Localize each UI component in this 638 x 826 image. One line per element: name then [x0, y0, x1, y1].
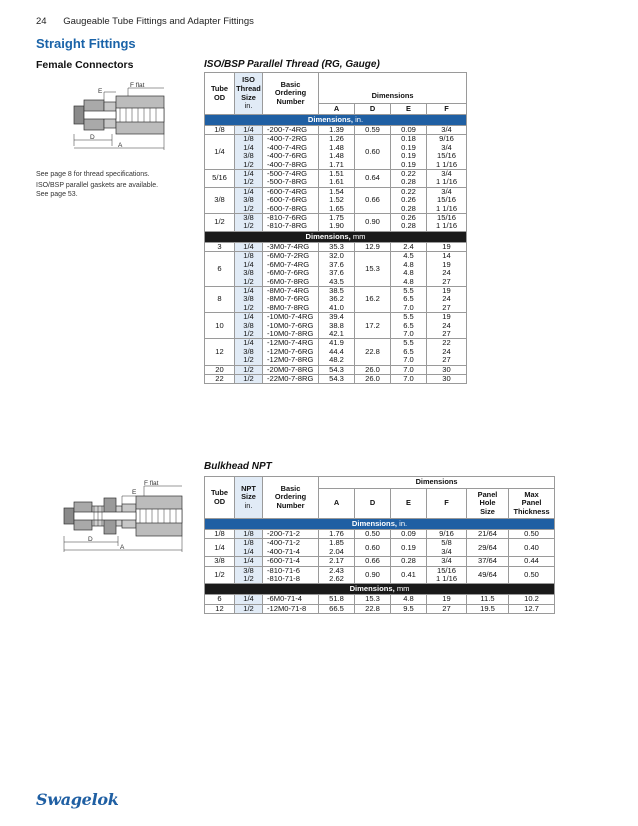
- f-flat-label-2: F flat: [144, 480, 159, 487]
- table-row: [205, 135, 467, 170]
- table1-title: ISO/BSP Parallel Thread (RG, Gauge): [204, 59, 380, 70]
- dim-d-cell: 0.66: [355, 187, 391, 213]
- thread-size-cell: 1/4 1/2: [235, 170, 263, 188]
- table-row: [205, 566, 555, 584]
- thread-size-cell: 1/2: [235, 374, 263, 383]
- swagelok-logo: Swagelok: [36, 790, 119, 809]
- dim-f-cell: 30: [427, 365, 467, 374]
- thread-size-cell: 1/8 1/4 3/8 1/2: [235, 252, 263, 287]
- section-title: Straight Fittings: [36, 36, 136, 51]
- header-title: Gaugeable Tube Fittings and Adapter Fittings: [63, 16, 254, 27]
- ordering-number-cell: -20M0-7-8RG: [263, 365, 319, 374]
- th2-ordering-number: Basic Ordering Number: [263, 477, 319, 519]
- band2-dimensions-in-label: Dimensions, in.: [205, 519, 555, 530]
- tube-od-cell: 12: [205, 604, 235, 613]
- npt-size-cell: 1/8: [235, 530, 263, 539]
- table-row: [205, 604, 555, 613]
- th-a: A: [319, 104, 355, 115]
- thread-size-cell: 1/4: [235, 126, 263, 135]
- ordering-number-cell: -22M0-7-8RG: [263, 374, 319, 383]
- dim-d-cell: 0.90: [355, 566, 391, 584]
- dim-e-cell: 0.28: [391, 557, 427, 566]
- iso-bsp-table: [204, 72, 467, 384]
- ordering-number-cell: -600-71-4: [263, 557, 319, 566]
- th2-a: A: [319, 489, 355, 519]
- tube-od-cell: 1/4: [205, 135, 235, 170]
- th-thread-size: ISO Thread Size in.: [235, 73, 263, 115]
- dim-a-cell: 32.0 37.6 37.6 43.5: [319, 252, 355, 287]
- ordering-number-cell: -6M0-71-4: [263, 595, 319, 604]
- dim-a-cell: 54.3: [319, 365, 355, 374]
- dim-d-cell: 17.2: [355, 313, 391, 339]
- tube-od-cell: 3: [205, 242, 235, 251]
- table-row: [205, 557, 555, 566]
- table-row: [205, 339, 467, 365]
- tube-od-cell: 6: [205, 595, 235, 604]
- ordering-number-cell: -500-7-4RG -500-7-8RG: [263, 170, 319, 188]
- dim-f-cell: 9/16 3/4 15/16 1 1/16: [427, 135, 467, 170]
- note-page-ref: See page 53.: [36, 191, 78, 198]
- table-row: [205, 530, 555, 539]
- dim-a-cell: 1.39: [319, 126, 355, 135]
- dim-d-cell: 22.8: [355, 604, 391, 613]
- dim-a-cell: 66.5: [319, 604, 355, 613]
- dim-e-cell: 5.5 6.5 7.0: [391, 313, 427, 339]
- dim-e-cell: 0.22 0.28: [391, 170, 427, 188]
- npt-size-cell: 3/8 1/2: [235, 566, 263, 584]
- dim-a-cell: 51.8: [319, 595, 355, 604]
- female-connector-diagram: [68, 80, 186, 152]
- dim-a-cell: 1.54 1.52 1.65: [319, 187, 355, 213]
- dim-d-cell: 0.60: [355, 135, 391, 170]
- panel-hole-cell: 37/64: [467, 557, 509, 566]
- dim-d-cell: 0.64: [355, 170, 391, 188]
- ordering-number-cell: -400-7-2RG -400-7-4RG -400-7-6RG -400-7-8RG: [263, 135, 319, 170]
- band2-dimensions-mm-label: Dimensions, mm: [205, 584, 555, 595]
- ordering-number-cell: -12M0-7-4RG -12M0-7-6RG -12M0-7-8RG: [263, 339, 319, 365]
- page-header: [36, 16, 254, 27]
- tube-od-cell: 3/8: [205, 557, 235, 566]
- dim-f-cell: 30: [427, 374, 467, 383]
- tube-od-cell: 5/16: [205, 170, 235, 188]
- dim-f-cell: 27: [427, 604, 467, 613]
- thread-size-cell: 1/4 3/8 1/2: [235, 313, 263, 339]
- dim-d-cell: 16.2: [355, 286, 391, 312]
- dim-f-cell: 15/16 1 1/16: [427, 566, 467, 584]
- dim-a-cell: 2.17: [319, 557, 355, 566]
- th2-f: F: [427, 489, 467, 519]
- dim-e-cell: 0.22 0.26 0.28: [391, 187, 427, 213]
- table-row: [205, 595, 555, 604]
- dim-a-cell: 1.76: [319, 530, 355, 539]
- band-dimensions-mm: [205, 231, 467, 242]
- tube-od-cell: 1/2: [205, 566, 235, 584]
- dim-e-cell: 4.8: [391, 595, 427, 604]
- thread-size-cell: 3/8 1/2: [235, 214, 263, 232]
- dim-a-cell: 1.75 1.90: [319, 214, 355, 232]
- table-row: [205, 374, 467, 383]
- th2-npt-size: NPT Size in.: [235, 477, 263, 519]
- f-flat-label: F flat: [130, 82, 145, 89]
- ordering-number-cell: -810-7-6RG -810-7-8RG: [263, 214, 319, 232]
- table-row: [205, 187, 467, 213]
- dim-f-cell: 15/16 1 1/16: [427, 214, 467, 232]
- d-label-2: D: [88, 536, 93, 543]
- sub-title: Female Connectors: [36, 59, 134, 71]
- ordering-number-cell: -400-71-2 -400-71-4: [263, 539, 319, 557]
- dim-d-cell: 0.60: [355, 539, 391, 557]
- panel-hole-cell: 49/64: [467, 566, 509, 584]
- dim-e-cell: 5.5 6.5 7.0: [391, 339, 427, 365]
- th-tube-od: Tube OD: [205, 73, 235, 115]
- dim-a-cell: 54.3: [319, 374, 355, 383]
- thread-size-cell: 1/4 3/8 1/2: [235, 187, 263, 213]
- panel-thickness-cell: 0.50: [509, 566, 555, 584]
- dim-d-cell: 15.3: [355, 252, 391, 287]
- dim-d-cell: 15.3: [355, 595, 391, 604]
- panel-hole-cell: 11.5: [467, 595, 509, 604]
- panel-thickness-cell: 0.50: [509, 530, 555, 539]
- dim-e-cell: 7.0: [391, 374, 427, 383]
- panel-hole-cell: 21/64: [467, 530, 509, 539]
- tube-od-cell: 1/2: [205, 214, 235, 232]
- npt-size-cell: 1/4: [235, 557, 263, 566]
- tube-od-cell: 8: [205, 286, 235, 312]
- dim-d-cell: 22.8: [355, 339, 391, 365]
- ordering-number-cell: -10M0-7-4RG -10M0-7-6RG -10M0-7-8RG: [263, 313, 319, 339]
- table2-title: Bulkhead NPT: [204, 461, 272, 472]
- table-row: [205, 539, 555, 557]
- th2-panel-hole: Panel Hole Size: [467, 489, 509, 519]
- dim-e-cell: 9.5: [391, 604, 427, 613]
- thread-size-cell: 1/8 1/4 3/8 1/2: [235, 135, 263, 170]
- panel-thickness-cell: 10.2: [509, 595, 555, 604]
- dim-e-cell: 7.0: [391, 365, 427, 374]
- dim-e-cell: 0.09: [391, 126, 427, 135]
- ordering-number-cell: -8M0-7-4RG -8M0-7-6RG -8M0-7-8RG: [263, 286, 319, 312]
- ordering-number-cell: -200-7-4RG: [263, 126, 319, 135]
- band2-dimensions-in: [205, 519, 555, 530]
- dim-e-cell: 0.41: [391, 566, 427, 584]
- dim-f-cell: 19: [427, 595, 467, 604]
- band-dimensions-mm-label: Dimensions, mm: [205, 231, 467, 242]
- dim-d-cell: 0.59: [355, 126, 391, 135]
- th2-dimensions: Dimensions: [319, 477, 555, 489]
- table-row: [205, 252, 467, 287]
- dim-f-cell: 5/8 3/4: [427, 539, 467, 557]
- th2-e: E: [391, 489, 427, 519]
- tube-od-cell: 6: [205, 252, 235, 287]
- dim-a-cell: 1.85 2.04: [319, 539, 355, 557]
- panel-thickness-cell: 0.44: [509, 557, 555, 566]
- dim-a-cell: 2.43 2.62: [319, 566, 355, 584]
- dim-f-cell: 19: [427, 242, 467, 251]
- tube-od-cell: 10: [205, 313, 235, 339]
- dim-f-cell: 3/4: [427, 557, 467, 566]
- table-row: [205, 214, 467, 232]
- dim-e-cell: 5.5 6.5 7.0: [391, 286, 427, 312]
- th-f: F: [427, 104, 467, 115]
- panel-hole-cell: 19.5: [467, 604, 509, 613]
- npt-size-cell: 1/4: [235, 595, 263, 604]
- a-label-2: A: [120, 544, 125, 551]
- bulkhead-npt-table: [204, 476, 555, 614]
- dim-e-cell: 2.4: [391, 242, 427, 251]
- band-dimensions-in-label: Dimensions, in.: [205, 115, 467, 126]
- th2-max-panel: Max Panel Thickness: [509, 489, 555, 519]
- panel-thickness-cell: 12.7: [509, 604, 555, 613]
- table-row: [205, 313, 467, 339]
- dim-f-cell: 3/4 15/16 1 1/16: [427, 187, 467, 213]
- ordering-number-cell: -600-7-4RG -600-7-6RG -600-7-8RG: [263, 187, 319, 213]
- dim-f-cell: 9/16: [427, 530, 467, 539]
- ordering-number-cell: -810-71-6 -810-71-8: [263, 566, 319, 584]
- th-ordering-number: Basic Ordering Number: [263, 73, 319, 115]
- dim-e-cell: 0.19: [391, 539, 427, 557]
- dim-d-cell: 0.90: [355, 214, 391, 232]
- tube-od-cell: 20: [205, 365, 235, 374]
- table-row: [205, 170, 467, 188]
- note-thread-spec: See page 8 for thread specifications.: [36, 171, 150, 178]
- thread-size-cell: 1/4 3/8 1/2: [235, 286, 263, 312]
- th-dimensions: Dimensions: [319, 73, 467, 104]
- th2-tube-od: Tube OD: [205, 477, 235, 519]
- dim-a-cell: 38.5 36.2 41.0: [319, 286, 355, 312]
- dim-f-cell: 19 24 27: [427, 286, 467, 312]
- th-d: D: [355, 104, 391, 115]
- thread-size-cell: 1/2: [235, 365, 263, 374]
- dim-a-cell: 1.26 1.48 1.48 1.71: [319, 135, 355, 170]
- ordering-number-cell: -3M0-7-4RG: [263, 242, 319, 251]
- a-label: A: [118, 142, 123, 149]
- d-label: D: [90, 134, 95, 141]
- th-e: E: [391, 104, 427, 115]
- table-row: [205, 286, 467, 312]
- panel-hole-cell: 29/64: [467, 539, 509, 557]
- dim-f-cell: 22 24 27: [427, 339, 467, 365]
- band2-dimensions-mm: [205, 584, 555, 595]
- tube-od-cell: 1/8: [205, 530, 235, 539]
- e-label: E: [98, 88, 103, 95]
- dim-e-cell: 0.26 0.28: [391, 214, 427, 232]
- note-gaskets: ISO/BSP parallel gaskets are available.: [36, 182, 159, 189]
- tube-od-cell: 1/4: [205, 539, 235, 557]
- page-number: 24: [36, 16, 47, 27]
- dim-e-cell: 4.5 4.8 4.8 4.8: [391, 252, 427, 287]
- panel-thickness-cell: 0.40: [509, 539, 555, 557]
- ordering-number-cell: -6M0-7-2RG -6M0-7-4RG -6M0-7-6RG -6M0-7-8RG: [263, 252, 319, 287]
- dim-d-cell: 12.9: [355, 242, 391, 251]
- dim-d-cell: 0.66: [355, 557, 391, 566]
- dim-a-cell: 41.9 44.4 48.2: [319, 339, 355, 365]
- tube-od-cell: 1/8: [205, 126, 235, 135]
- dim-f-cell: 3/4 1 1/16: [427, 170, 467, 188]
- thread-size-cell: 1/4 3/8 1/2: [235, 339, 263, 365]
- dim-f-cell: 3/4: [427, 126, 467, 135]
- band-dimensions-in: [205, 115, 467, 126]
- dim-a-cell: 1.51 1.61: [319, 170, 355, 188]
- dim-a-cell: 35.3: [319, 242, 355, 251]
- thread-size-cell: 1/4: [235, 242, 263, 251]
- dim-e-cell: 0.09: [391, 530, 427, 539]
- bulkhead-connector-diagram: [60, 480, 190, 554]
- dim-a-cell: 39.4 38.8 42.1: [319, 313, 355, 339]
- dim-f-cell: 19 24 27: [427, 313, 467, 339]
- npt-size-cell: 1/8 1/4: [235, 539, 263, 557]
- tube-od-cell: 3/8: [205, 187, 235, 213]
- dim-d-cell: 26.0: [355, 365, 391, 374]
- th2-d: D: [355, 489, 391, 519]
- tube-od-cell: 12: [205, 339, 235, 365]
- ordering-number-cell: -12M0-71-8: [263, 604, 319, 613]
- dim-e-cell: 0.18 0.19 0.19 0.19: [391, 135, 427, 170]
- dim-f-cell: 14 19 24 27: [427, 252, 467, 287]
- npt-size-cell: 1/2: [235, 604, 263, 613]
- dim-d-cell: 0.50: [355, 530, 391, 539]
- ordering-number-cell: -200-71-2: [263, 530, 319, 539]
- tube-od-cell: 22: [205, 374, 235, 383]
- e-label-2: E: [132, 489, 137, 496]
- dim-d-cell: 26.0: [355, 374, 391, 383]
